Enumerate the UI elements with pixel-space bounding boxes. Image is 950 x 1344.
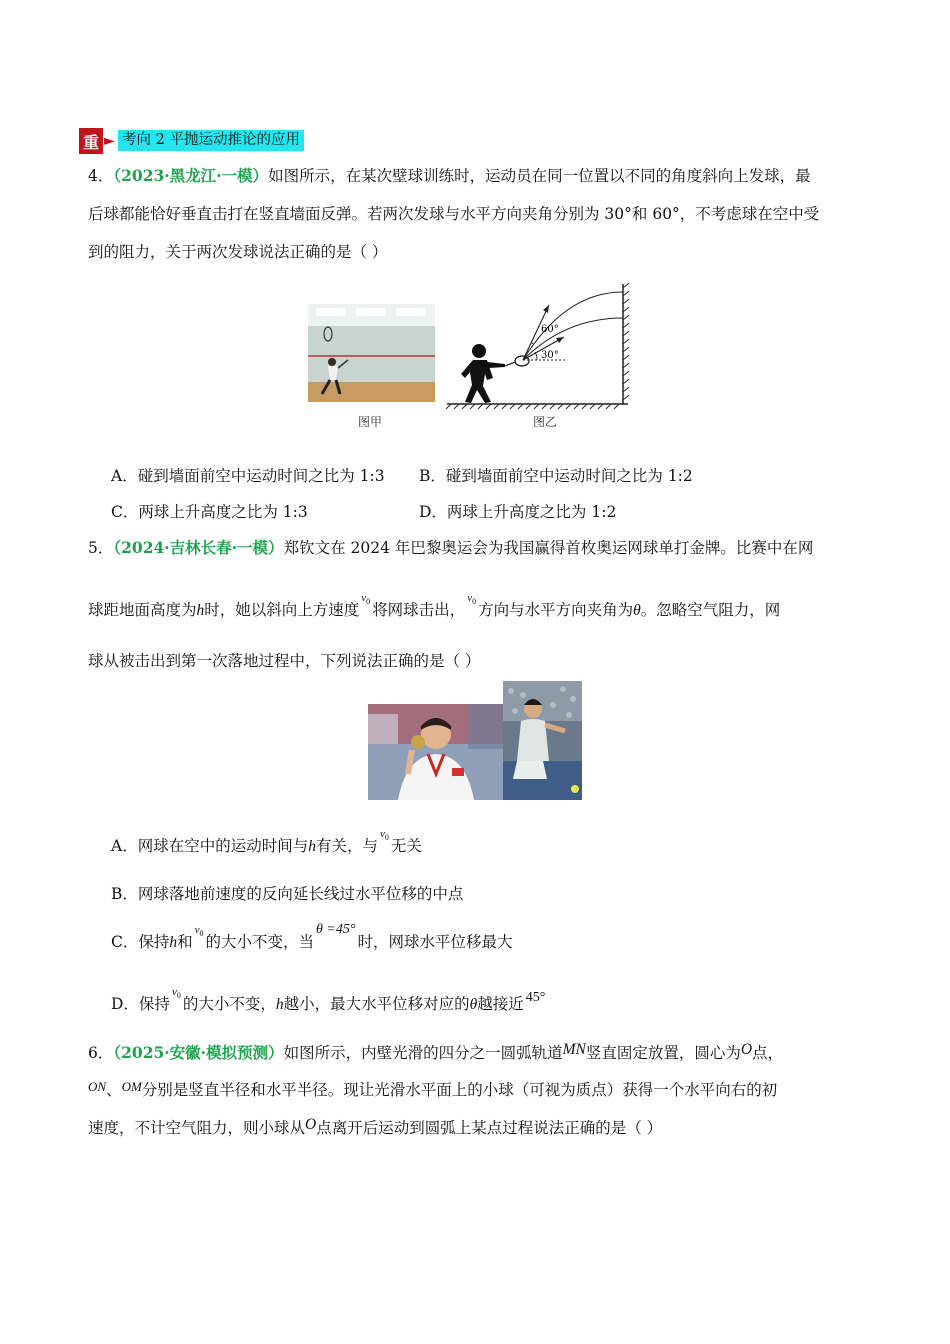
- q5-line3: 球从被击出到第一次落地过程中，下列说法正确的是（ ）: [88, 652, 481, 670]
- q4-line3: 到的阻力，关于两次发球说法正确的是（ ）: [88, 243, 388, 261]
- q5-option-d[interactable]: D．保持$^{v_0}$ 的大小不变，h越小，最大水平位移对应的θ越接近 45°: [111, 986, 546, 1013]
- section-arrow-icon: ►: [104, 133, 115, 149]
- section-title: 考向 2 平抛运动推论的应用: [118, 130, 304, 151]
- q4-option-b[interactable]: B．碰到墙面前空中运动时间之比为 1:2: [419, 467, 693, 485]
- q5-option-b[interactable]: B．网球落地前速度的反向延长线过水平位移的中点: [111, 885, 464, 903]
- q4-option-d[interactable]: D．两球上升高度之比为 1:2: [419, 503, 617, 521]
- q5-photo-match: [503, 681, 582, 800]
- q4-option-a[interactable]: A．碰到墙面前空中运动时间之比为 1:3: [111, 467, 385, 485]
- q4-fig2-caption: 图乙: [533, 415, 558, 429]
- trajectory-60: [523, 292, 623, 360]
- q6-line1: 6．（2025·安徽·模拟预测）如图所示，内壁光滑的四分之一圆弧轨道MN竖直固定放置，圆心为O点，: [88, 1041, 784, 1062]
- q4-source: （2023·黑龙江·一模）: [113, 166, 269, 185]
- q4-photo-squash: [308, 304, 435, 402]
- match-photo-image: [503, 681, 582, 800]
- angle-label-60: 60°: [541, 324, 559, 335]
- q6-line2: $^{ON}$、$^{OM}$分别是竖直半径和水平半径。现让光滑水平面上的小球（可视为质点）获得一个水平向右的初: [88, 1079, 778, 1099]
- section-badge: 重: [79, 128, 103, 154]
- q5-line2: 球距地面高度为h时，她以斜向上方速度$^{v_0}$ 将网球击出，$^{v_0}$ 方向与水平方向夹角为θ。忽略空气阻力，网: [88, 592, 781, 619]
- q4-diagram: [445, 282, 635, 412]
- medal-photo-image: [368, 704, 503, 800]
- q5-number: 5．: [88, 539, 114, 557]
- q6-line3: 速度，不计空气阻力，则小球从O点离开后运动到圆弧上某点过程说法正确的是（ ）: [88, 1116, 663, 1137]
- q5-photo-medal: [368, 704, 503, 800]
- player-silhouette: [461, 344, 505, 403]
- q5-line1: 5．（2024·吉林长春·一模）郑钦文在 2024 年巴黎奥运会为我国赢得首枚奥运网球单打金牌。比赛中在网: [88, 538, 814, 557]
- racket-handle: [505, 362, 515, 366]
- angle-label-30: 30°: [541, 350, 559, 361]
- q6-number: 6．: [88, 1044, 114, 1062]
- q6-source: （2025·安徽·模拟预测）: [113, 1043, 284, 1062]
- q4-option-c[interactable]: C．两球上升高度之比为 1:3: [111, 503, 308, 521]
- q5-source: （2024·吉林长春·一模）: [113, 538, 284, 557]
- squash-court-image: [308, 304, 435, 402]
- q4-number: 4．: [88, 167, 114, 185]
- q4-line1: 4．（2023·黑龙江·一模）如图所示，在某次壁球训练时，运动员在同一位置以不同的角度斜向上发球，最: [88, 166, 811, 185]
- wall-hatch: [623, 283, 629, 400]
- q4-fig1-caption: 图甲: [358, 415, 383, 429]
- q4-line2: 后球都能恰好垂直击打在竖直墙面反弹。若两次发球与水平方向夹角分别为 30°和 60°，不考虑球在空中受: [88, 205, 820, 223]
- q5-option-a[interactable]: A．网球在空中的运动时间与h有关，与$^{v_0}$ 无关: [111, 828, 422, 855]
- q5-option-c[interactable]: C．保持h和$^{v_0}$ 的大小不变，当θ =45°时，网球水平位移最大: [111, 922, 513, 951]
